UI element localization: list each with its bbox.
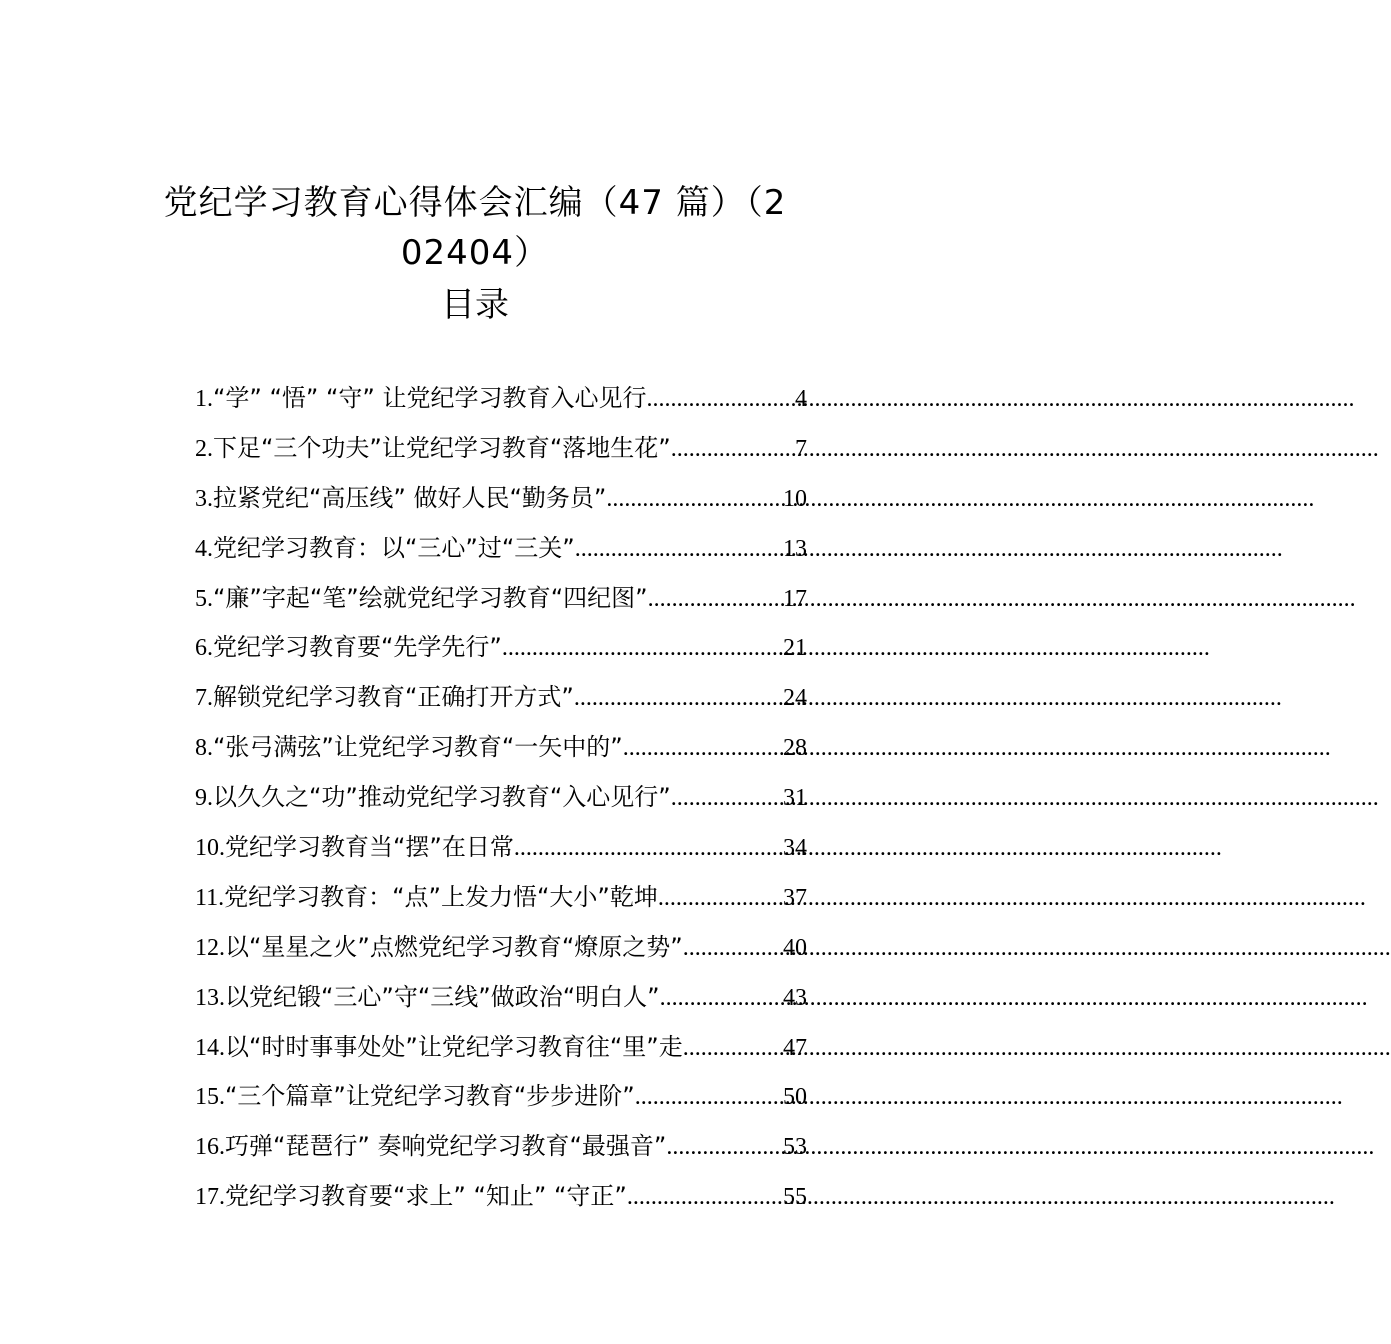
toc-entry-page: 10 [783, 485, 807, 512]
toc-entry-page: 7 [795, 435, 807, 462]
toc-entry-title: 以“时时事事处处”让党纪学习教育往“里”走 [225, 1032, 683, 1061]
toc-entry-page: 43 [783, 984, 807, 1011]
toc-entry[interactable] [195, 578, 807, 628]
toc-entry[interactable] [195, 428, 807, 478]
toc-entry-title: 以“星星之火”点燃党纪学习教育“燎原之势” [225, 932, 683, 961]
toc-heading: 目录 [441, 285, 509, 325]
toc-entry-number: 1. [195, 386, 213, 412]
toc-entry[interactable] [195, 877, 807, 927]
document-title-continued: 02404） [400, 233, 550, 273]
toc-entry-number: 3. [195, 485, 213, 512]
toc-entry[interactable] [195, 1027, 807, 1077]
toc-dot-leader [502, 635, 783, 662]
toc-entry-title: “廉”字起“笔”绘就党纪学习教育“四纪图” [213, 583, 648, 612]
toc-entry[interactable] [195, 977, 807, 1027]
toc-dot-leader [671, 785, 783, 812]
toc-entry-title: “张弓满弦”让党纪学习教育“一矢中的” [213, 733, 623, 762]
toc-entry-page: 24 [783, 685, 807, 712]
toc-dot-leader [623, 735, 783, 762]
toc-entry-title: 党纪学习教育：“点”上发力悟“大小”乾坤 [224, 882, 658, 911]
toc-dot-leader [671, 436, 795, 463]
toc-entry-page: 13 [783, 535, 807, 562]
toc-entry-title: 党纪学习教育要“求上” “知止” “守正” [225, 1182, 627, 1211]
toc-entry-number: 2. [195, 435, 213, 462]
toc-entry-title: 拉紧党纪“高压线” 做好人民“勤务员” [213, 483, 607, 512]
toc-dot-leader [574, 685, 783, 712]
toc-entry-page: 53 [783, 1134, 807, 1161]
toc-entry[interactable] [195, 777, 807, 827]
toc-entry-number: 4. [195, 535, 213, 562]
toc-entry-number: 16. [195, 1134, 225, 1161]
toc-entry[interactable] [195, 378, 807, 428]
toc-dot-leader [635, 1084, 783, 1111]
toc-entry-title: 以党纪锻“三心”守“三线”做政治“明白人” [225, 982, 660, 1011]
toc-entry[interactable] [195, 1076, 807, 1126]
toc-entry-title: “三个篇章”让党纪学习教育“步步进阶” [225, 1082, 635, 1111]
toc-entry-number: 5. [195, 585, 213, 612]
toc-entry[interactable] [195, 1126, 807, 1176]
toc-entry-title: 党纪学习教育：以“三心”过“三关” [213, 533, 575, 562]
toc-entry-number: 6. [195, 635, 213, 662]
toc-entry-title: 党纪学习教育要“先学先行” [213, 633, 502, 662]
toc-entry-number: 15. [195, 1084, 225, 1111]
toc-entry-page: 40 [783, 934, 807, 961]
toc-entry[interactable] [195, 1176, 807, 1226]
toc-dot-leader [627, 1184, 783, 1211]
toc-dot-leader [666, 1134, 783, 1161]
toc-entry-title: “学” “悟” “守” 让党纪学习教育入心见行 [213, 384, 647, 412]
toc-dot-leader [575, 536, 783, 563]
toc-entry[interactable] [195, 927, 807, 977]
toc-entry-page: 21 [783, 635, 807, 662]
toc-entry-title: 以久久之“功”推动党纪学习教育“入心见行” [213, 783, 671, 812]
document-title: 党纪学习教育心得体会汇编（47 篇）（2 [163, 183, 787, 223]
toc-entry-page: 17 [783, 585, 807, 612]
toc-entry-page: 47 [783, 1034, 807, 1061]
toc-entry[interactable] [195, 827, 807, 877]
toc-entry-page: 28 [783, 735, 807, 762]
toc-entry-number: 10. [195, 835, 225, 862]
toc-entry-number: 11. [195, 884, 225, 911]
toc-entry-title: 下足“三个功夫”让党纪学习教育“落地生花” [213, 433, 671, 462]
toc-entry[interactable] [195, 627, 807, 677]
toc-entry-number: 17. [195, 1184, 225, 1211]
toc-entry-page: 37 [783, 884, 807, 911]
toc-entry-page: 31 [783, 785, 807, 812]
toc-entry[interactable] [195, 528, 807, 578]
toc-dot-leader [658, 885, 783, 912]
toc-entry-number: 12. [195, 934, 225, 961]
toc-entry-title: 巧弹“琵琶行” 奏响党纪学习教育“最强音” [225, 1132, 667, 1161]
toc-entry-title: 解锁党纪学习教育“正确打开方式” [213, 683, 574, 712]
toc-entry[interactable] [195, 677, 807, 727]
toc-dot-leader [683, 935, 783, 962]
toc-entry[interactable] [195, 727, 807, 777]
toc-dot-leader [647, 386, 796, 413]
toc-dot-leader [683, 1035, 783, 1062]
toc-entry-number: 8. [195, 735, 213, 762]
toc-entry-page: 4 [795, 386, 807, 412]
toc-entry-number: 7. [195, 685, 213, 712]
toc-entry-page: 55 [783, 1184, 807, 1211]
toc-entry-number: 13. [195, 984, 225, 1011]
toc-entry-title: 党纪学习教育当“摆”在日常 [225, 833, 514, 862]
toc-entry-page: 34 [783, 835, 807, 862]
toc-entry-number: 9. [195, 785, 213, 812]
toc-dot-leader [514, 835, 783, 862]
table-of-contents [195, 378, 807, 1226]
toc-dot-leader [660, 985, 783, 1012]
toc-dot-leader [606, 486, 783, 513]
toc-entry-number: 14. [195, 1034, 225, 1061]
toc-entry[interactable] [195, 478, 807, 528]
toc-dot-leader [648, 586, 783, 613]
toc-entry-page: 50 [783, 1084, 807, 1111]
